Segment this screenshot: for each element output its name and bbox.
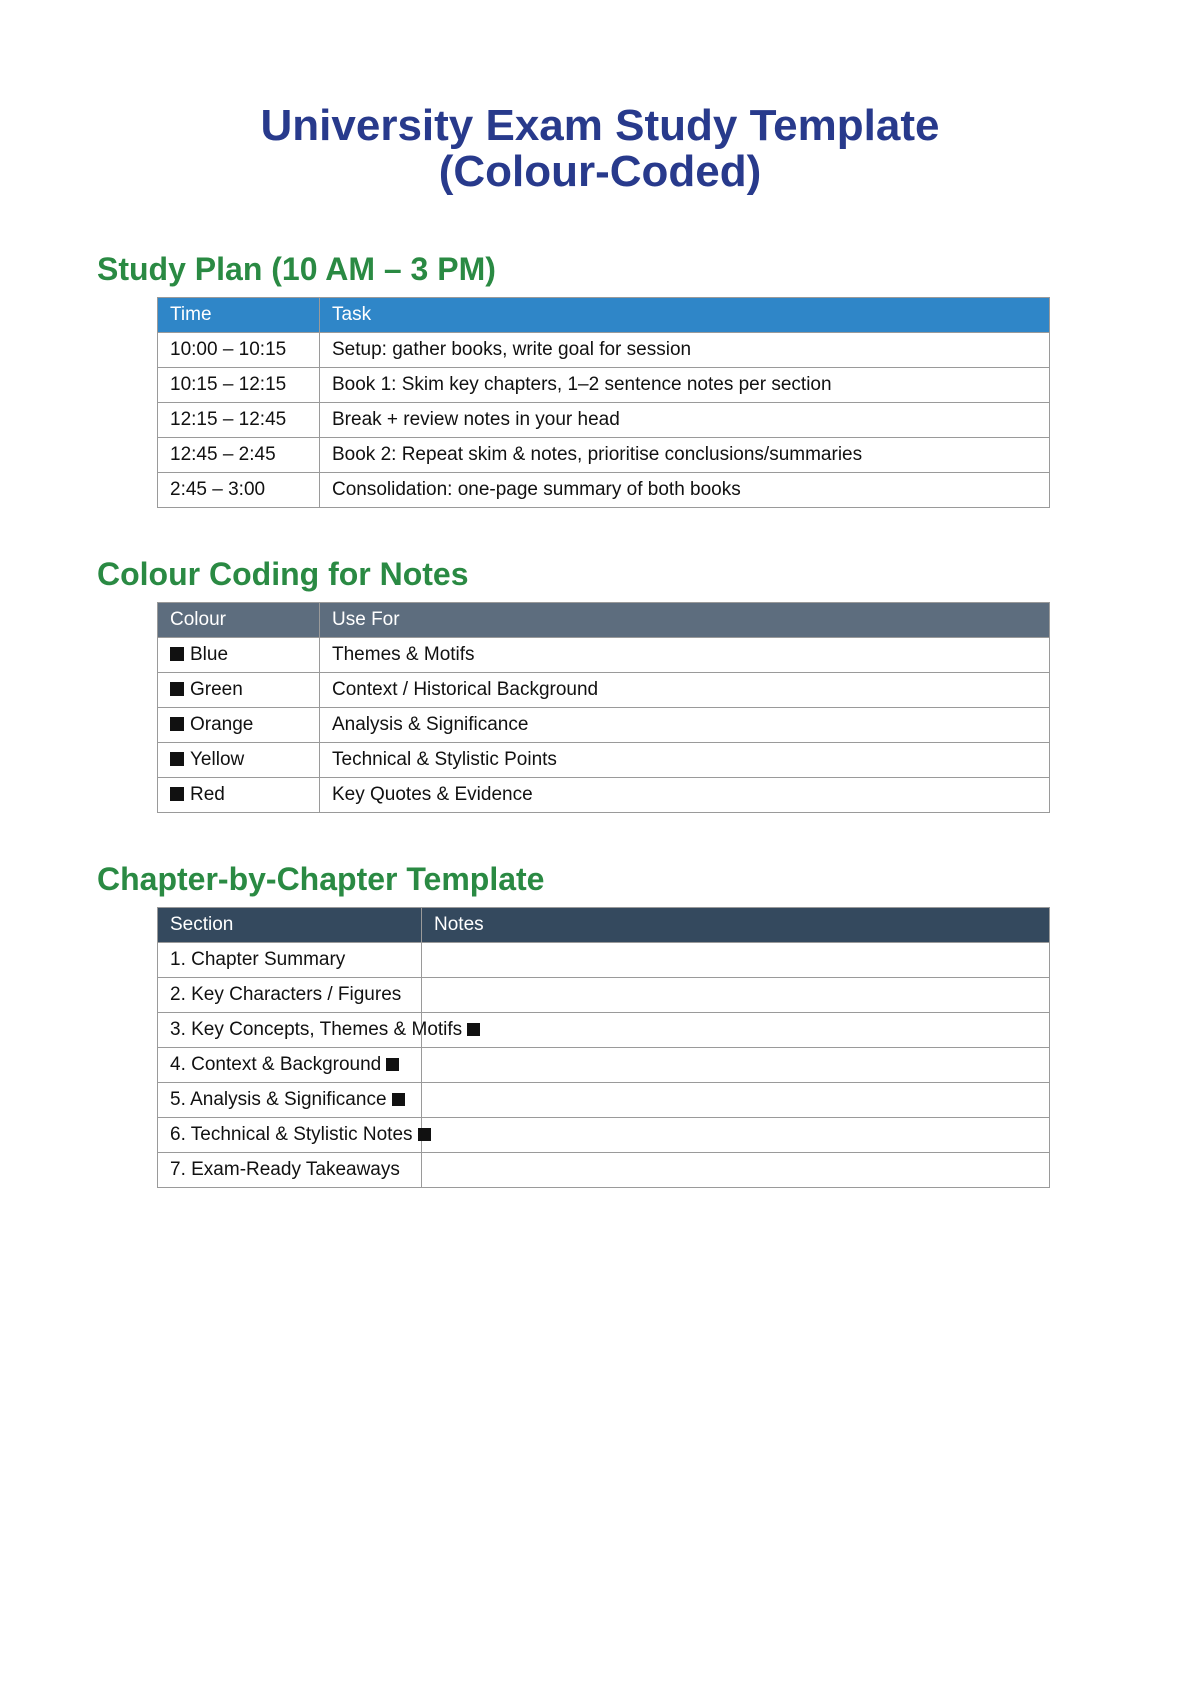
table-row xyxy=(158,1153,1050,1188)
use-for-cell: Themes & Motifs xyxy=(320,638,1050,673)
table-row xyxy=(158,1048,1050,1083)
task-cell: Book 1: Skim key chapters, 1–2 sentence notes per section xyxy=(320,368,1050,403)
section-label: 3. Key Concepts, Themes & Motifs xyxy=(170,1019,463,1040)
table-row xyxy=(158,403,1050,438)
black-square-icon xyxy=(467,1023,480,1036)
black-square-icon xyxy=(170,647,184,661)
use-for-cell: Technical & Stylistic Points xyxy=(320,743,1050,778)
black-square-icon xyxy=(170,717,184,731)
table-row xyxy=(158,1013,1050,1048)
colour-cell xyxy=(158,708,320,743)
colour-cell xyxy=(158,638,320,673)
study-plan-heading: Study Plan (10 AM – 3 PM) xyxy=(97,251,496,287)
document-title xyxy=(0,103,1200,195)
time-cell: 10:00 – 10:15 xyxy=(158,333,320,368)
use-for-cell: Key Quotes & Evidence xyxy=(320,778,1050,813)
table-row xyxy=(158,473,1050,508)
colour-coding-heading: Colour Coding for Notes xyxy=(97,556,469,592)
colour-cell xyxy=(158,778,320,813)
table-row xyxy=(158,673,1050,708)
section-cell xyxy=(158,1083,422,1118)
column-header-notes: Notes xyxy=(422,908,1050,943)
time-cell: 12:45 – 2:45 xyxy=(158,438,320,473)
colour-coding-table xyxy=(157,602,1050,813)
column-header-use-for: Use For xyxy=(320,603,1050,638)
column-header-task: Task xyxy=(320,298,1050,333)
table-header-row xyxy=(158,603,1050,638)
table-row xyxy=(158,638,1050,673)
table-row xyxy=(158,978,1050,1013)
colour-cell xyxy=(158,743,320,778)
table-row xyxy=(158,333,1050,368)
column-header-time: Time xyxy=(158,298,320,333)
black-square-icon xyxy=(170,682,184,696)
time-cell: 2:45 – 3:00 xyxy=(158,473,320,508)
notes-cell[interactable] xyxy=(422,943,1050,978)
section-label: 1. Chapter Summary xyxy=(170,949,346,970)
section-cell xyxy=(158,978,422,1013)
notes-cell[interactable] xyxy=(422,978,1050,1013)
section-cell xyxy=(158,1118,422,1153)
document-title-line-1: University Exam Study Template xyxy=(260,101,940,150)
colour-cell xyxy=(158,673,320,708)
section-cell xyxy=(158,1048,422,1083)
table-row xyxy=(158,438,1050,473)
chapter-template-table xyxy=(157,907,1050,1188)
table-row xyxy=(158,1083,1050,1118)
chapter-template-heading: Chapter-by-Chapter Template xyxy=(97,861,545,897)
section-label: 7. Exam-Ready Takeaways xyxy=(170,1159,400,1180)
black-square-icon xyxy=(386,1058,399,1071)
notes-cell[interactable] xyxy=(422,1153,1050,1188)
time-cell: 12:15 – 12:45 xyxy=(158,403,320,438)
section-label: 4. Context & Background xyxy=(170,1054,382,1075)
table-row xyxy=(158,1118,1050,1153)
use-for-cell: Context / Historical Background xyxy=(320,673,1050,708)
notes-cell[interactable] xyxy=(422,1048,1050,1083)
task-cell: Setup: gather books, write goal for session xyxy=(320,333,1050,368)
table-row xyxy=(158,368,1050,403)
black-square-icon xyxy=(392,1093,405,1106)
section-cell xyxy=(158,1153,422,1188)
section-label: 2. Key Characters / Figures xyxy=(170,984,402,1005)
table-header-row xyxy=(158,298,1050,333)
colour-name: Yellow xyxy=(190,749,245,770)
column-header-section: Section xyxy=(158,908,422,943)
section-cell xyxy=(158,943,422,978)
time-cell: 10:15 – 12:15 xyxy=(158,368,320,403)
black-square-icon xyxy=(418,1128,431,1141)
table-header-row xyxy=(158,908,1050,943)
table-row xyxy=(158,943,1050,978)
colour-name: Blue xyxy=(190,644,229,665)
use-for-cell: Analysis & Significance xyxy=(320,708,1050,743)
document-title-line-2: (Colour-Coded) xyxy=(438,147,762,196)
table-row xyxy=(158,743,1050,778)
study-plan-table xyxy=(157,297,1050,508)
task-cell: Consolidation: one-page summary of both books xyxy=(320,473,1050,508)
section-label: 6. Technical & Stylistic Notes xyxy=(170,1124,413,1145)
colour-name: Green xyxy=(190,679,243,700)
table-row xyxy=(158,778,1050,813)
notes-cell[interactable] xyxy=(422,1118,1050,1153)
colour-name: Red xyxy=(190,784,225,805)
section-label: 5. Analysis & Significance xyxy=(170,1089,387,1110)
black-square-icon xyxy=(170,787,184,801)
table-row xyxy=(158,708,1050,743)
section-cell xyxy=(158,1013,463,1048)
notes-cell[interactable] xyxy=(422,1083,1050,1118)
colour-name: Orange xyxy=(190,714,254,735)
notes-cell[interactable] xyxy=(422,1013,1050,1048)
task-cell: Break + review notes in your head xyxy=(320,403,1050,438)
column-header-colour: Colour xyxy=(158,603,320,638)
task-cell: Book 2: Repeat skim & notes, prioritise conclusions/summaries xyxy=(320,438,1050,473)
black-square-icon xyxy=(170,752,184,766)
